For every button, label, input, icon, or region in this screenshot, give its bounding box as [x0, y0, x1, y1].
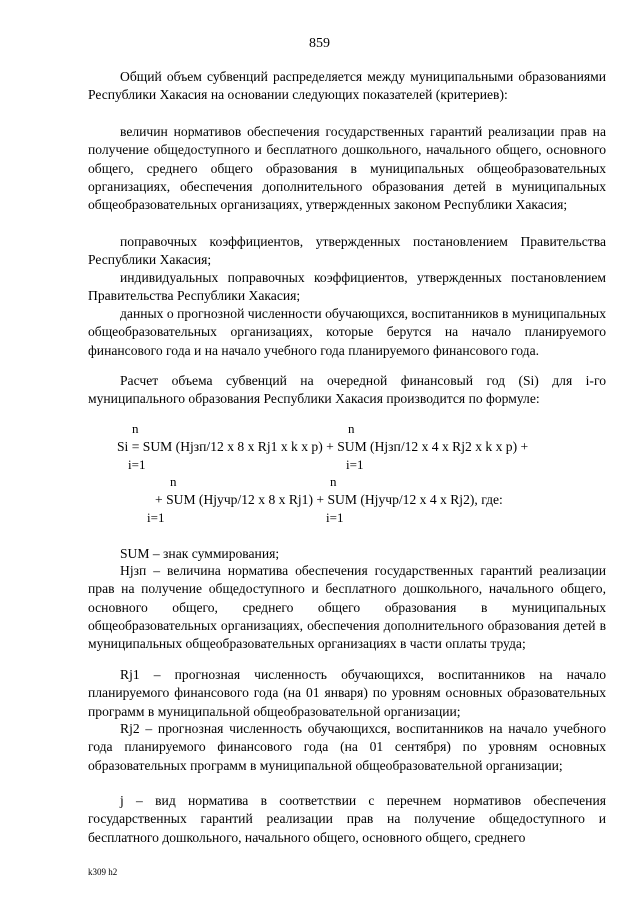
- sum-lower-limit-1: i=1: [128, 457, 146, 472]
- sum-upper-limit-2: n: [348, 421, 355, 436]
- definition-rj2: Rj2 – прогнозная численность обучающихся, воспитанников на начало учебного года планируемого финансового года (на 01 сентября) по уровням основных образовательных программ в муниципальной общеобразовательной организации;: [88, 721, 606, 773]
- sum-lower-limit-3: i=1: [147, 510, 165, 525]
- formula-line-2: + SUM (Hjучр/12 x 8 x Rj1) + SUM (Hjучр/12 x 4 x Rj2), где:: [155, 492, 503, 507]
- criterion-4: данных о прогнозной численности обучающихся, воспитанников в муниципальных общеобразовательных организациях, которые берутся на начало планируемого финансового года и на начало учебного года планируемого финансового года.: [88, 306, 606, 358]
- definition-hjzp: Hjзп – величина норматива обеспечения государственных гарантий реализации прав на получение общедоступного и бесплатного дошкольного, начального общего, основного общего, среднего общего образования в муниципальных общеобразовательных организациях, обеспечения дополнительного образования детей в муниципальных общеобразовательных организациях в части оплаты труда;: [88, 563, 606, 652]
- calculation-intro: Расчет объема субвенций на очередной финансовый год (Si) для i-го муниципального образования Республики Хакасия производится по формуле:: [88, 373, 606, 407]
- sum-upper-limit-4: n: [330, 474, 337, 489]
- footer-code: k309 h2: [88, 867, 118, 877]
- definition-j: j – вид норматива в соответствии с перечнем нормативов обеспечения государственных гарантий реализации прав на получение общедоступного и бесплатного дошкольного, начального общего, основного общего, среднего: [88, 793, 606, 845]
- definition-sum: SUM – знак суммирования;: [120, 546, 280, 561]
- sum-lower-limit-4: i=1: [326, 510, 344, 525]
- sum-upper-limit-3: n: [170, 474, 177, 489]
- formula-line-1: Si = SUM (Hjзп/12 x 8 x Rj1 x k x p) + SUM (Hjзп/12 x 4 x Rj2 x k x p) +: [117, 439, 529, 454]
- sum-upper-limit-1: n: [132, 421, 139, 436]
- page-number: 859: [309, 36, 330, 51]
- criterion-2: поправочных коэффициентов, утвержденных постановлением Правительства Республики Хакасия;: [88, 234, 606, 268]
- criterion-1: величин нормативов обеспечения государственных гарантий реализации прав на получение общедоступного и бесплатного дошкольного, начального общего, основного общего, среднего общего образования в муниципальных общеобразовательных организациях, обеспечения дополнительного образования детей в муниципальных общеобразовательных организациях, утвержденных законом Республики Хакасия;: [88, 124, 606, 213]
- intro-paragraph: Общий объем субвенций распределяется между муниципальными образованиями Республики Хакасия на основании следующих показателей (критериев):: [88, 69, 606, 103]
- criterion-3: индивидуальных поправочных коэффициентов, утвержденных постановлением Правительства Республики Хакасия;: [88, 270, 606, 304]
- sum-lower-limit-2: i=1: [346, 457, 364, 472]
- definition-rj1: Rj1 – прогнозная численность обучающихся, воспитанников на начало планируемого финансового года (на 01 января) по уровням основных образовательных программ в муниципальной общеобразовательной организации;: [88, 667, 606, 719]
